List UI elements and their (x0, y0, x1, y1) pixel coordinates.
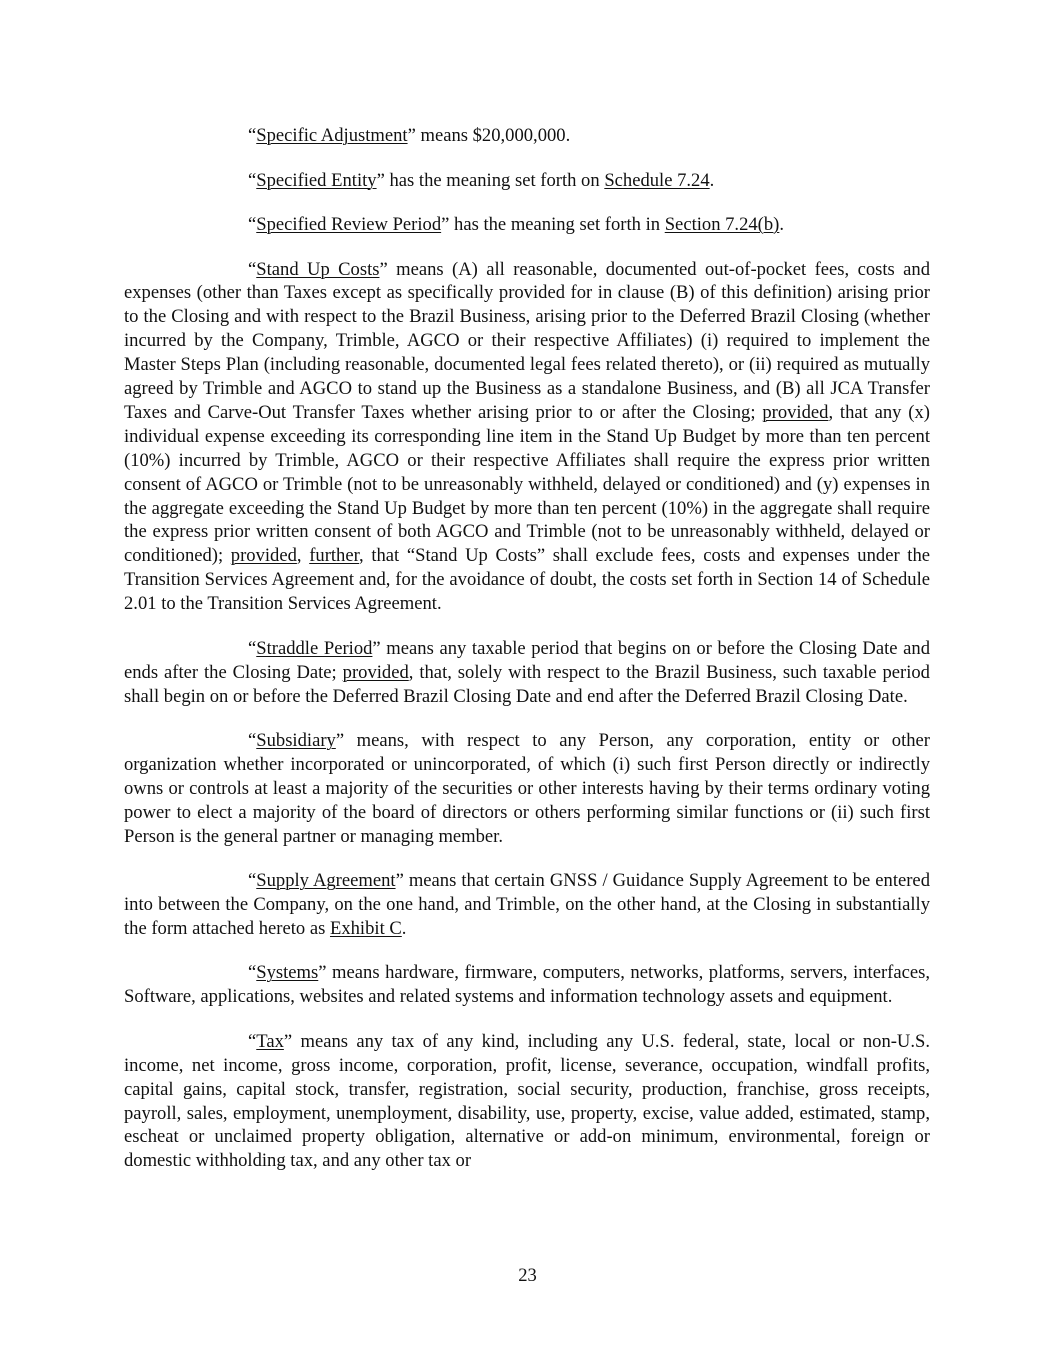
defined-term: Tax (256, 1030, 284, 1052)
definition-tax: “Tax” means any tax of any kind, including any U.S. federal, state, local or non-U.S. income, net income, gross income, corporation, profit, license, severance, occupation, windfall profits, capital gains, capital stock, transfer, registration, social security, production, franchise, gross receipts, payroll, sales, employment, unemployment, disability, use, property, excise, value added, estimated, stamp, escheat or unclaimed property obligation, alternative or add-on minimum, environmental, foreign or domestic withholding tax, and any other tax or (124, 1030, 930, 1172)
defined-term: Specified Review Period (256, 214, 442, 235)
definition-straddle-period: “Straddle Period” means any taxable period that begins on or before the Closing Date and ends after the Closing Date; provided, that, solely with respect to the Brazil Business, such taxable period shall begin on or before the Deferred Brazil Closing Date and end after the Deferred Brazil Closing Date. (124, 637, 930, 707)
defined-term: Specified Entity (256, 169, 377, 191)
definition-supply-agreement: “Supply Agreement” means that certain GNSS / Guidance Supply Agreement to be entered into between the Company, on the one hand, and Trimble, on the other hand, at the Closing in substantially the form attached hereto as Exhibit C. (124, 870, 930, 939)
page-number: 23 (518, 1265, 537, 1286)
definition-systems: “Systems” means hardware, firmware, computers, networks, platforms, servers, interfaces, Software, applications, websites and related systems and information technology assets and equipment. (124, 962, 930, 1008)
definition-specific-adjustment: “Specific Adjustment” means $20,000,000. (248, 125, 571, 146)
defined-term: Specific Adjustment (256, 125, 408, 146)
definition-specified-review-period: “Specified Review Period” has the meaning set forth in Section 7.24(b). (248, 214, 785, 235)
definition-subsidiary: “Subsidiary” means, with respect to any Person, any corporation, entity or other organization whether incorporated or unincorporated, of which (i) such first Person directly or indirectly owns or controls at least a majority of the securities or other interests having by their terms ordinary voting power to elect a majority of the board of directors or others performing similar functions or (ii) such first Person is the general partner or managing member. (124, 730, 930, 847)
definition-specified-entity: “Specified Entity” has the meaning set forth on Schedule 7.24. (248, 169, 715, 191)
emphasis-provided: provided (342, 661, 409, 683)
cross-reference: Section 7.24(b) (664, 214, 780, 235)
cross-reference: Exhibit C (329, 917, 402, 939)
emphasis-provided: provided (230, 545, 297, 567)
emphasis-further: further (309, 545, 360, 567)
defined-term: Systems (256, 962, 319, 984)
document-page (124, 124, 930, 1173)
defined-term: Supply Agreement (256, 870, 396, 892)
defined-term: Stand Up Costs (256, 258, 380, 280)
definition-stand-up-costs: “Stand Up Costs” means (A) all reasonable, documented out-of-pocket fees, costs and expenses (other than Taxes except as specifically provided for in clause (B) of this definition) arising prior to the Closing and with respect to the Brazil Business, arising prior to the Deferred Brazil Closing (whether incurred by the Company, Trimble, AGCO or their respective Affiliates) (i) required to implement the Master Steps Plan (including reasonable, documented legal fees related thereto), or (ii) required as mutually agreed by Trimble and AGCO to stand up the Business as a standalone Business, and (B) all JCA Transfer Taxes and Carve-Out Transfer Taxes whether arising prior to or after the Closing; provided, that any (x) individual expense exceeding its corresponding line item in the Stand Up Budget by more than ten percent (10%) incurred by Trimble, AGCO or their respective Affiliates shall require the express prior written consent of AGCO or Trimble (not to be unreasonably withheld, delayed or conditioned) and (y) expenses in the aggregate exceeding the Stand Up Budget by more than ten percent (10%) in the aggregate shall require the express prior written consent of both AGCO and Trimble (not to be unreasonably withheld, delayed or conditioned); provided, further, that “Stand Up Costs” shall exclude fees, costs and expenses under the Transition Services Agreement and, for the avoidance of doubt, the costs set forth in Section 14 of Schedule 2.01 to the Transition Services Agreement. (124, 258, 930, 615)
defined-term: Subsidiary (256, 730, 336, 751)
cross-reference: Schedule 7.24 (604, 169, 710, 191)
emphasis-provided: provided (762, 401, 829, 423)
defined-term: Straddle Period (256, 637, 373, 659)
